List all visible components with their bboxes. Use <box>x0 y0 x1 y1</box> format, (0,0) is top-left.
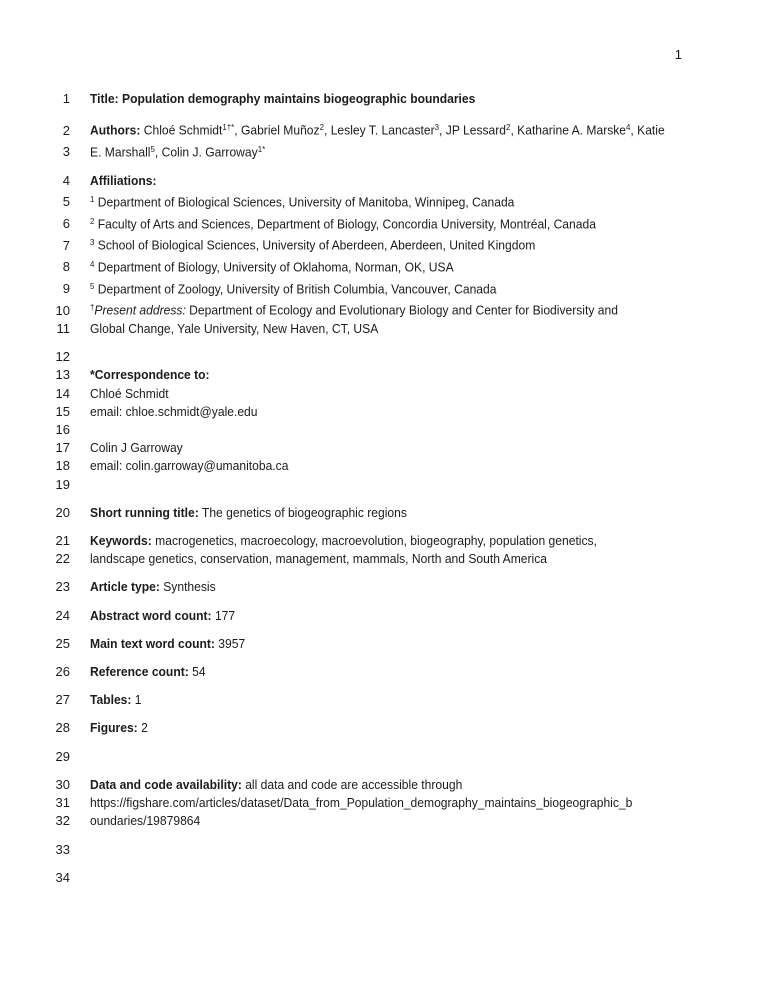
text-segment: email: chloe.schmidt@yale.edu <box>90 403 258 419</box>
text-segment: Faculty of Arts and Sciences, Department of Biology, Concordia University, Montréal, Canada <box>94 216 596 232</box>
text-segment: Article type: <box>90 579 160 595</box>
text-segment: 1†* <box>222 122 235 133</box>
text-segment: Department of Zoology, University of British Columbia, Vancouver, Canada <box>94 281 497 297</box>
text-segment: Reference count: <box>90 664 189 680</box>
text-segment: Department of Ecology and Evolutionary Biology and Center for Biodiversity and <box>185 302 618 318</box>
text-segment: 2 <box>90 215 95 226</box>
text-segment: Keywords: <box>90 533 152 549</box>
text-segment: Abstract word count: <box>90 607 212 623</box>
line-text <box>90 298 618 320</box>
text-segment: Global Change, Yale University, New Haven, CT, USA <box>90 321 379 337</box>
line-text <box>90 212 596 234</box>
line-number: 12 <box>55 349 70 365</box>
text-segment: 1 <box>131 692 142 708</box>
line-text <box>90 439 183 457</box>
line-number: 2 <box>62 122 70 138</box>
line-text <box>90 635 245 653</box>
text-segment: School of Biological Sciences, University of Aberdeen, Aberdeen, United Kingdom <box>94 237 536 253</box>
line-number: 30 <box>55 776 70 792</box>
text-segment: , Katie <box>630 122 665 138</box>
text-segment: 2 <box>319 122 324 133</box>
line-number: 6 <box>62 216 70 232</box>
line-number: 27 <box>55 692 70 708</box>
line-text <box>90 140 265 162</box>
text-segment: 4 <box>90 258 95 269</box>
line-text <box>90 320 378 338</box>
manuscript-line <box>40 348 773 366</box>
manuscript-line <box>40 476 773 494</box>
text-segment: Colin J Garroway <box>90 440 183 456</box>
line-number: 15 <box>55 403 70 419</box>
line-number: 28 <box>55 720 70 736</box>
text-segment: , Lesley T. Lancaster <box>323 122 435 138</box>
manuscript-line <box>40 719 773 737</box>
manuscript-line <box>40 812 773 830</box>
manuscript-line <box>40 691 773 709</box>
line-text <box>90 794 632 812</box>
manuscript-line <box>40 320 773 338</box>
manuscript-line <box>40 298 773 320</box>
text-segment: 2 <box>137 720 148 736</box>
line-number: 7 <box>62 237 70 253</box>
line-text <box>90 255 454 277</box>
text-segment: 3 <box>90 237 95 248</box>
text-segment: , Gabriel Muñoz <box>234 122 320 138</box>
line-text <box>90 233 535 255</box>
manuscript-line <box>40 663 773 681</box>
text-segment: , Katharine A. Marske <box>510 122 627 138</box>
manuscript-line <box>40 504 773 522</box>
text-segment: Short running title: <box>90 504 199 520</box>
line-text <box>90 457 288 475</box>
line-number: 17 <box>55 440 70 456</box>
manuscript-line <box>40 190 773 212</box>
text-segment: 3 <box>434 122 440 133</box>
manuscript-line <box>40 869 773 887</box>
text-segment: Affiliations: <box>90 172 157 188</box>
manuscript-line <box>40 841 773 859</box>
line-number: 11 <box>56 321 70 337</box>
line-number: 33 <box>55 841 70 857</box>
line-number: 3 <box>62 144 70 160</box>
manuscript-line <box>40 233 773 255</box>
line-text <box>90 532 597 550</box>
line-text <box>90 90 475 108</box>
text-segment: https://figshare.com/articles/dataset/Data_from_Population_demography_maintains_biogeographic_b <box>90 795 633 811</box>
text-segment: oundaries/19879864 <box>90 813 201 829</box>
line-number: 20 <box>55 504 70 520</box>
text-segment: 5 <box>90 280 95 291</box>
text-segment: 177 <box>211 607 236 623</box>
manuscript-line <box>40 140 773 162</box>
line-number: 14 <box>55 385 70 401</box>
text-segment: 3957 <box>214 635 246 651</box>
manuscript-line <box>40 90 773 108</box>
line-number: 25 <box>55 635 70 651</box>
manuscript-line <box>40 794 773 812</box>
manuscript-line <box>40 421 773 439</box>
line-text <box>90 663 206 681</box>
text-segment: 4 <box>626 122 631 133</box>
line-number: 21 <box>55 533 70 549</box>
text-segment: Chloé Schmidt <box>90 385 169 401</box>
text-segment: Department of Biological Sciences, University of Manitoba, Winnipeg, Canada <box>94 194 515 210</box>
text-segment: 2 <box>506 122 511 133</box>
line-text <box>90 403 258 421</box>
manuscript-line <box>40 366 773 384</box>
text-segment: 54 <box>188 664 206 680</box>
line-number: 9 <box>62 281 70 297</box>
text-segment: Main text word count: <box>90 635 215 651</box>
line-number: 18 <box>55 458 70 474</box>
line-number: 34 <box>55 869 70 885</box>
text-segment: Chloé Schmidt <box>140 122 223 138</box>
text-segment: Synthesis <box>159 579 216 595</box>
text-segment: 5 <box>150 143 155 154</box>
line-number: 22 <box>55 551 70 567</box>
manuscript-line <box>40 532 773 550</box>
line-text <box>90 691 142 709</box>
manuscript-line <box>40 385 773 403</box>
text-segment: 1 <box>90 193 95 204</box>
line-text <box>90 118 665 140</box>
manuscript-body <box>40 90 773 887</box>
line-text <box>90 578 216 596</box>
line-text <box>90 719 148 737</box>
line-number: 24 <box>55 607 70 623</box>
line-text <box>90 550 547 568</box>
manuscript-line <box>40 212 773 234</box>
text-segment: Authors: <box>90 122 141 138</box>
text-segment: 1* <box>257 143 266 154</box>
manuscript-line <box>40 457 773 475</box>
line-number: 26 <box>55 664 70 680</box>
text-segment: Present address: <box>94 302 186 318</box>
line-number: 31 <box>55 795 70 811</box>
text-segment: *Correspondence to: <box>90 367 210 383</box>
line-number: 23 <box>55 579 70 595</box>
text-segment: Data and code availability: <box>90 776 242 792</box>
text-segment: † <box>90 302 95 313</box>
manuscript-line <box>40 550 773 568</box>
line-text <box>90 366 210 384</box>
text-segment: Department of Biology, University of Oklahoma, Norman, OK, USA <box>94 259 454 275</box>
manuscript-line <box>40 748 773 766</box>
manuscript-line <box>40 403 773 421</box>
line-text <box>90 504 407 522</box>
line-number: 10 <box>55 302 70 318</box>
text-segment: , JP Lessard <box>439 122 507 138</box>
line-text <box>90 776 462 794</box>
line-number: 13 <box>55 367 70 383</box>
line-text <box>90 812 200 830</box>
text-segment: all data and code are accessible through <box>241 776 463 792</box>
manuscript-line <box>40 118 773 140</box>
line-number: 19 <box>55 476 70 492</box>
text-segment: macrogenetics, macroecology, macroevolution, biogeography, population genetics, <box>151 533 597 549</box>
line-number: 29 <box>55 748 70 764</box>
line-text <box>90 385 169 403</box>
text-segment: , Colin J. Garroway <box>154 144 258 160</box>
text-segment: email: colin.garroway@umanitoba.ca <box>90 458 289 474</box>
manuscript-line <box>40 635 773 653</box>
text-segment: E. Marshall <box>90 144 151 160</box>
line-number: 4 <box>62 172 70 188</box>
manuscript-line <box>40 172 773 190</box>
line-text <box>90 190 514 212</box>
line-number: 5 <box>62 194 70 210</box>
manuscript-line <box>40 439 773 457</box>
line-number: 8 <box>62 259 70 275</box>
manuscript-line <box>40 776 773 794</box>
line-text <box>90 607 235 625</box>
manuscript-line <box>40 607 773 625</box>
text-segment: Tables: <box>90 692 132 708</box>
line-text <box>90 277 496 299</box>
line-number: 32 <box>55 813 70 829</box>
page-number: 1 <box>674 47 682 62</box>
text-segment: Figures: <box>90 720 138 736</box>
manuscript-line <box>40 277 773 299</box>
text-segment: The genetics of biogeographic regions <box>198 504 407 520</box>
manuscript-line <box>40 255 773 277</box>
line-number: 16 <box>55 422 70 438</box>
line-number: 1 <box>62 91 70 106</box>
manuscript-line <box>40 578 773 596</box>
text-segment: Title: Population demography maintains biogeographic boundaries <box>90 91 476 106</box>
text-segment: landscape genetics, conservation, management, mammals, North and South America <box>90 551 547 567</box>
line-text <box>90 172 156 190</box>
